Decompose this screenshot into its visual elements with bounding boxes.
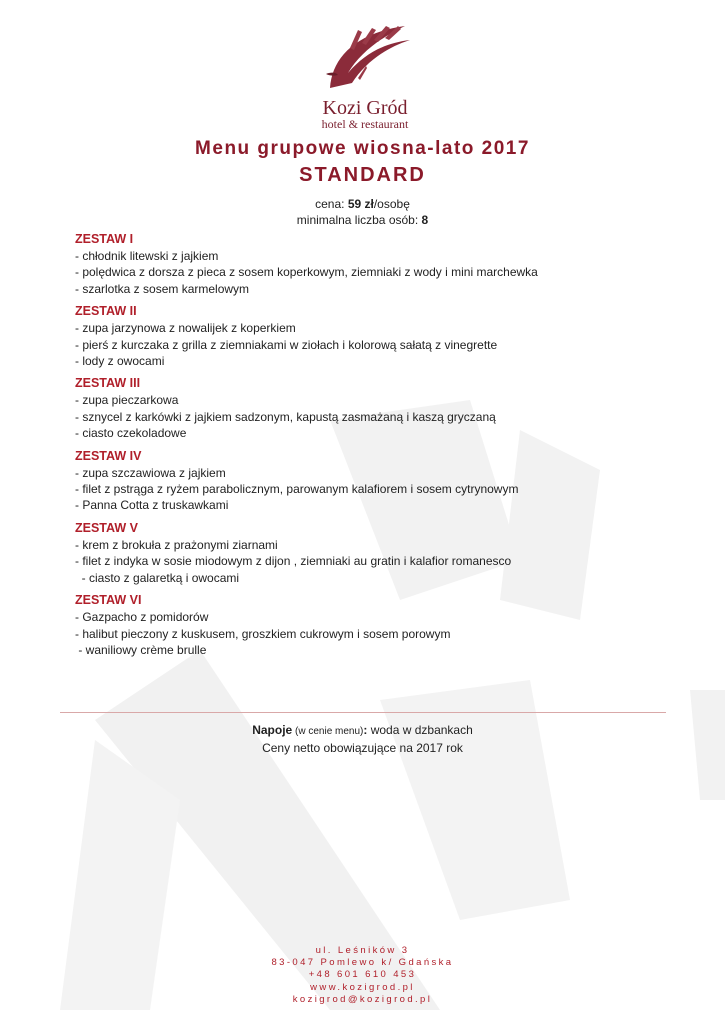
set-item: - Panna Cotta z truskawkami <box>75 498 229 513</box>
drinks-text: woda w dzbankach <box>367 723 473 737</box>
set-item: - ciasto z galaretką i owocami <box>75 570 240 585</box>
set-item: - szarlotka z sosem karmelowym <box>75 281 250 296</box>
footer-notes <box>0 722 725 757</box>
contact-email[interactable]: kozigrod@kozigrod.pl <box>292 993 433 1005</box>
set-item: - lody z owocami <box>75 354 165 369</box>
set-item: - krem z brokuła z prażonymi ziarnami <box>75 537 278 552</box>
set-title: ZESTAW VI <box>75 593 142 608</box>
min-prefix: minimalna liczba osób: <box>296 213 422 227</box>
set-item: - halibut pieczony z kuskusem, groszkiem cukrowym i sosem porowym <box>75 626 451 641</box>
set-title: ZESTAW V <box>75 520 138 535</box>
set-3 <box>75 375 675 441</box>
contact-website[interactable]: www.kozigrod.pl <box>310 981 415 993</box>
set-item: - Gazpacho z pomidorów <box>75 610 209 625</box>
section-divider <box>60 712 666 713</box>
set-item: - zupa pieczarkowa <box>75 393 179 408</box>
price-prefix: cena: <box>315 197 348 211</box>
set-item: - sznycel z karkówki z jajkiem sadzonym, kapustą zasmażaną i kaszą gryczaną <box>75 409 496 424</box>
contact-block <box>0 945 725 1006</box>
menu-subtitle: STANDARD <box>299 164 426 186</box>
set-5 <box>75 520 675 586</box>
price-suffix: /osobę <box>373 197 410 211</box>
price-value: 59 zł <box>347 197 374 211</box>
set-item: - polędwica z dorsza z pieca z sosem koperkowym, ziemniaki z wody i mini marchewka <box>75 265 538 280</box>
menu-sets <box>75 231 675 664</box>
set-item: - waniliowy crème brulle <box>75 642 207 657</box>
prices-note: Ceny netto obowiązujące na 2017 rok <box>262 741 463 755</box>
contact-street: ul. Leśników 3 <box>315 945 410 956</box>
contact-city: 83-047 Pomlewo k/ Gdańska <box>271 957 454 969</box>
set-6 <box>75 592 675 658</box>
set-item: - zupa szczawiowa z jajkiem <box>75 465 226 480</box>
set-title: ZESTAW I <box>75 232 134 246</box>
min-value: 8 <box>421 213 429 227</box>
set-item: - chłodnik litewski z jajkiem <box>75 249 219 263</box>
brand-subtitle: hotel & restaurant <box>321 117 409 131</box>
contact-phone: +48 601 610 453 <box>308 969 417 981</box>
price-line <box>0 197 725 211</box>
drinks-label: Napoje <box>252 723 293 737</box>
drinks-note: (w cenie menu) <box>292 726 364 737</box>
set-1 <box>75 231 675 297</box>
goat-horn-icon <box>310 18 420 98</box>
set-title: ZESTAW III <box>75 376 141 391</box>
set-title: ZESTAW IV <box>75 448 142 463</box>
min-persons-line <box>0 213 725 227</box>
set-item: - ciasto czekoladowe <box>75 426 187 441</box>
drinks-line: Napoje (w cenie menu): woda w dzbankach <box>252 723 473 737</box>
set-4 <box>75 448 675 514</box>
menu-title: Menu grupowe wiosna-lato 2017 <box>195 138 530 159</box>
set-title: ZESTAW II <box>75 304 137 319</box>
set-item: - filet z indyka w sosie miodowym z dijon , ziemniaki au gratin i kalafior romanesco <box>75 554 512 569</box>
brand-name: Kozi Gród <box>322 97 408 119</box>
set-item: - pierś z kurczaka z grilla z ziemniakami w ziołach i kolorową sałatą z vinegrette <box>75 337 498 352</box>
set-item: - filet z pstrąga z ryżem parabolicznym, parowanym kalafiorem i sosem cytrynowym <box>75 482 519 497</box>
brand-logo <box>300 18 430 130</box>
set-item: - zupa jarzynowa z nowalijek z koperkiem <box>75 321 296 336</box>
set-2 <box>75 303 675 369</box>
